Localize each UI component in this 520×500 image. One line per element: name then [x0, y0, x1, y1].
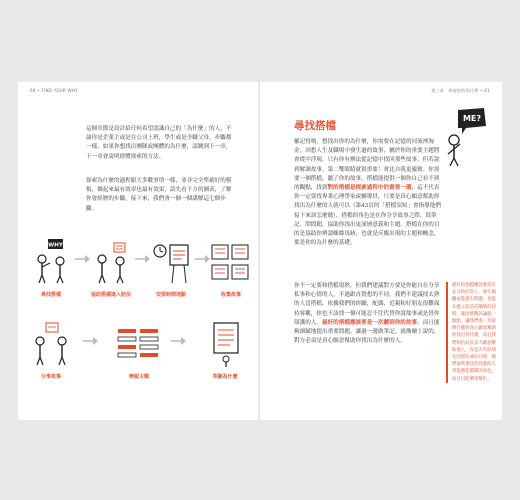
paragraph-text: ，而且能夠細膩地提出重要問題，讓過一邊做筆記。就像爾士說的，對方必須是真心願意幫助你找出為什麼的人。: [294, 319, 440, 345]
person-explaining-icon: [88, 237, 134, 287]
sidebar-note: 最好的搭檔應該要是有充分的好奇心，會仔細聽並能提出問題，也能在建立起信任關係的同時，適度挑戰該論點一點點，讓我們進一步說明什麼叫真心願意幫助你找出為什麼，而且我們相信有許多人願意幫助他人，你是否有好朋友的朋友或好同事，他們通常會比你熟悉的人更能勝任搭檔的角色，而且可能樂意幫忙。: [446, 282, 496, 383]
step-brief-partner: [88, 237, 134, 303]
drafting-why-icon: [202, 319, 248, 369]
paragraph-text: 羅記得嗎，想找出你的為什麼，你需要在記憶的河流裡淘金，回想人生及職場中發生過的故事，屬於你的重要主題將會從中浮現，只有你有辦法從記憶中找回那些故事，但若說到解讀故事，第二雙眼睛就很重要！會比自我更靈敏。你需要一個搭檔，聽了你的故事，搭檔能提供一個你自己看不到的觀點，找到: [294, 139, 440, 192]
paragraph-text: ，這不代表你一定要找專業心理學家或輔導員，只要是真心願意幫助你找出為什麼的人就可以（第43頁的「搭檔須知」會指導他們接下來該怎麼做）。搭檔的角色是在你分享故事之際，寫筆記、問問題，協助你找出更深層意義和主題。搭檔在你的目的是協助你辨認蛛絲馬跡，也就是反覆出現的主題和概念，那是你的為什麼的基礎。: [294, 185, 441, 247]
speech-bubble-text: ME?: [462, 114, 482, 123]
sorting-themes-icon: [116, 319, 162, 369]
clock-and-easel-icon: [148, 237, 194, 287]
right-page: [260, 82, 502, 420]
right-page-header: 第三章 探索你的為什麼 • 81: [431, 88, 490, 93]
two-people-why-icon: [28, 237, 74, 287]
svg-text:WHY: WHY: [48, 242, 63, 249]
step-share-stories: [28, 319, 74, 385]
story-cards-icon: [208, 237, 254, 287]
highlighted-text: 最好的搭檔應該要是一次聽到你的故事: [321, 319, 418, 326]
highlighted-text: 對的搭檔是探索過程中的重要一環: [327, 185, 412, 192]
left-page-header: 68 • FIND YOUR WHY: [30, 88, 78, 93]
step-label-brief-partner: 協助搭檔進入狀況: [90, 292, 131, 298]
right-paragraph-partner-role: [294, 138, 444, 248]
step-identify-themes: [116, 319, 162, 385]
right-paragraph-partner-choice: [294, 282, 444, 346]
section-title: 尋找搭檔: [294, 120, 336, 132]
step-label-draft-why: 草擬為什麼: [212, 374, 238, 380]
arrow-right-icon: [170, 335, 186, 347]
paragraph-text: 你不一定要和搭檔很熟，但我們建議對方要是你能自在分享私事和心情的人，不過跟直覺想的不同，我們不建議找太熟的人當搭檔，依據我們的經驗，配偶、近親和好朋友很難保持客觀，你也不該找一個可能忍不住代替你說故事或是替你辯護的人。: [294, 283, 440, 326]
two-people-sharing-icon: [28, 319, 74, 369]
left-paragraph-intro: 這個章節是設計給任何希望認識自己的「為什麼」的人，不論你是企業主或是在公司上班，學生或是全職父母，步驟都一樣。如果你想找出團隊或團體的為什麼，請跳到下一章，下一章會說明群體探索的方法。: [86, 126, 232, 160]
arrow-right-icon: [82, 335, 98, 347]
step-label-gather-stories: 收集故事: [220, 292, 241, 298]
step-schedule: [148, 237, 194, 303]
step-gather-stories: [208, 237, 254, 303]
step-label-schedule: 安排時間地點: [155, 292, 186, 298]
steps-row-1: [28, 237, 250, 307]
step-find-partner: [28, 237, 74, 303]
step-draft-why: [202, 319, 248, 385]
step-label-identify-themes: 辨認主題: [128, 374, 149, 380]
step-label-share-stories: 分享故事: [40, 374, 61, 380]
left-page: [18, 82, 260, 420]
step-label-find-partner: 尋找搭檔: [40, 292, 61, 298]
steps-row-2: [28, 319, 250, 389]
person-with-me-speech-bubble-icon: [436, 106, 490, 168]
left-paragraph-process: 探索為什麼的過程跟大多數事情一樣，並非完全準確好的模板，做起來最有效率也最有效果，請先看下方的圖表，了解你會經歷的步驟，接下來，我們會一個一個講解這七個步驟。: [86, 178, 232, 212]
